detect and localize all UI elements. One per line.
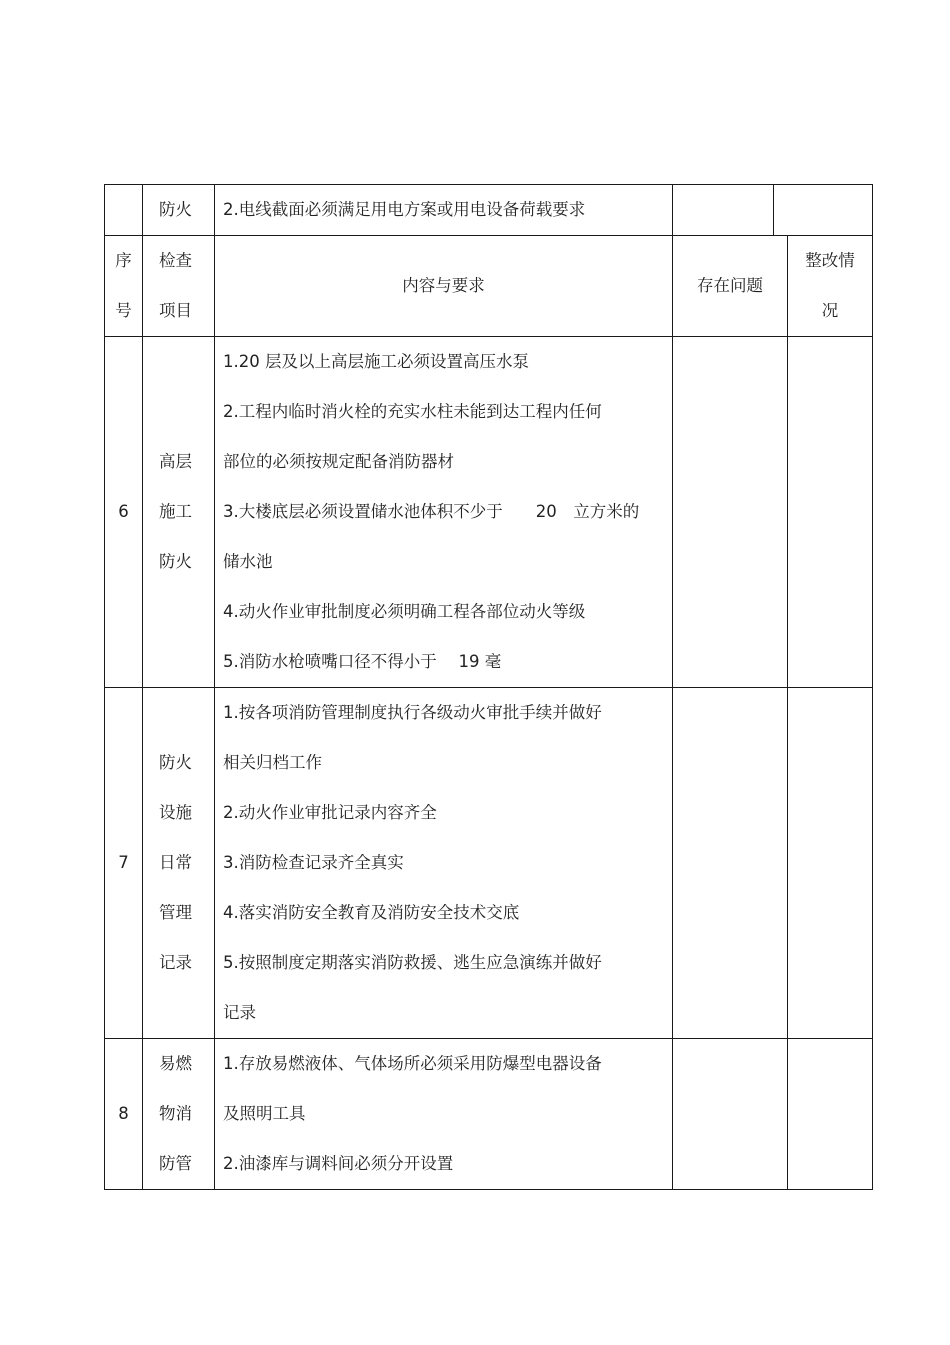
row-issue-cell — [673, 1039, 788, 1190]
continuation-content-cell: 2.电线截面必须满足用电方案或用电设备荷载要求 — [215, 185, 673, 236]
row-content — [215, 337, 673, 688]
content-line: 相关归档工作 — [223, 753, 322, 772]
row-fix-cell — [788, 337, 873, 688]
header-fix-line: 整改情 — [805, 251, 855, 270]
content-line: 4.动火作业审批制度必须明确工程各部位动火等级 — [223, 602, 586, 621]
row-item — [143, 1039, 215, 1190]
continuation-row — [105, 185, 873, 236]
row-item-line: 防火 — [159, 753, 192, 772]
row-item-line: 日常 — [159, 853, 192, 872]
row-item — [143, 337, 215, 688]
content-line: 3.消防检查记录齐全真实 — [223, 853, 404, 872]
row-num: 6 — [105, 337, 143, 688]
row-num: 8 — [105, 1039, 143, 1190]
row-item-line: 防火 — [159, 552, 192, 571]
header-num-line: 序 — [115, 251, 132, 270]
row-item — [143, 688, 215, 1039]
table-header-row — [105, 236, 873, 337]
content-line: 记录 — [223, 1003, 256, 1022]
content-line: 5.消防水枪喷嘴口径不得小于 19 毫 — [223, 652, 502, 671]
continuation-num-cell — [105, 185, 143, 236]
header-item-line: 项目 — [159, 301, 192, 320]
row-fix-cell — [788, 1039, 873, 1190]
row-item-line: 物消 — [159, 1104, 192, 1123]
header-issue: 存在问题 — [673, 236, 788, 337]
inspection-table — [104, 184, 873, 1190]
content-line: 2.工程内临时消火栓的充实水柱未能到达工程内任何 — [223, 402, 602, 421]
row-issue-cell — [673, 688, 788, 1039]
content-line: 1.存放易燃液体、气体场所必须采用防爆型电器设备 — [223, 1054, 602, 1073]
row-item-line: 易燃 — [159, 1054, 192, 1073]
row-item-line: 设施 — [159, 803, 192, 822]
table-row — [105, 688, 873, 1039]
header-fix-line: 况 — [821, 301, 839, 320]
row-item-line: 管理 — [159, 903, 192, 922]
content-line: 5.按照制度定期落实消防救援、逃生应急演练并做好 — [223, 953, 602, 972]
content-line: 部位的必须按规定配备消防器材 — [223, 452, 454, 471]
row-item-line: 防管 — [159, 1154, 192, 1173]
row-item-line: 高层 — [159, 452, 192, 471]
row-content — [215, 688, 673, 1039]
row-item-line: 施工 — [159, 502, 192, 521]
header-item — [143, 236, 215, 337]
content-line: 及照明工具 — [223, 1104, 306, 1123]
header-num-line: 号 — [115, 301, 132, 320]
header-num — [105, 236, 143, 337]
content-line: 2.动火作业审批记录内容齐全 — [223, 803, 437, 822]
content-line: 储水池 — [223, 552, 273, 571]
continuation-status-cell — [673, 185, 873, 236]
row-content — [215, 1039, 673, 1190]
row-issue-cell — [673, 337, 788, 688]
header-fix — [788, 236, 873, 337]
header-content: 内容与要求 — [215, 236, 673, 337]
content-line: 4.落实消防安全教育及消防安全技术交底 — [223, 903, 520, 922]
content-line: 1.20 层及以上高层施工必须设置高压水泵 — [223, 352, 529, 371]
content-line: 2.油漆库与调料间必须分开设置 — [223, 1154, 454, 1173]
table-row — [105, 337, 873, 688]
continuation-item-cell: 防火 — [143, 185, 215, 236]
row-fix-cell — [788, 688, 873, 1039]
header-item-line: 检查 — [159, 251, 192, 270]
content-line: 3.大楼底层必须设置储水池体积不少于 20 立方米的 — [223, 502, 640, 521]
row-item-line: 记录 — [159, 953, 192, 972]
content-line: 1.按各项消防管理制度执行各级动火审批手续并做好 — [223, 703, 602, 722]
row-num: 7 — [105, 688, 143, 1039]
table-row — [105, 1039, 873, 1190]
